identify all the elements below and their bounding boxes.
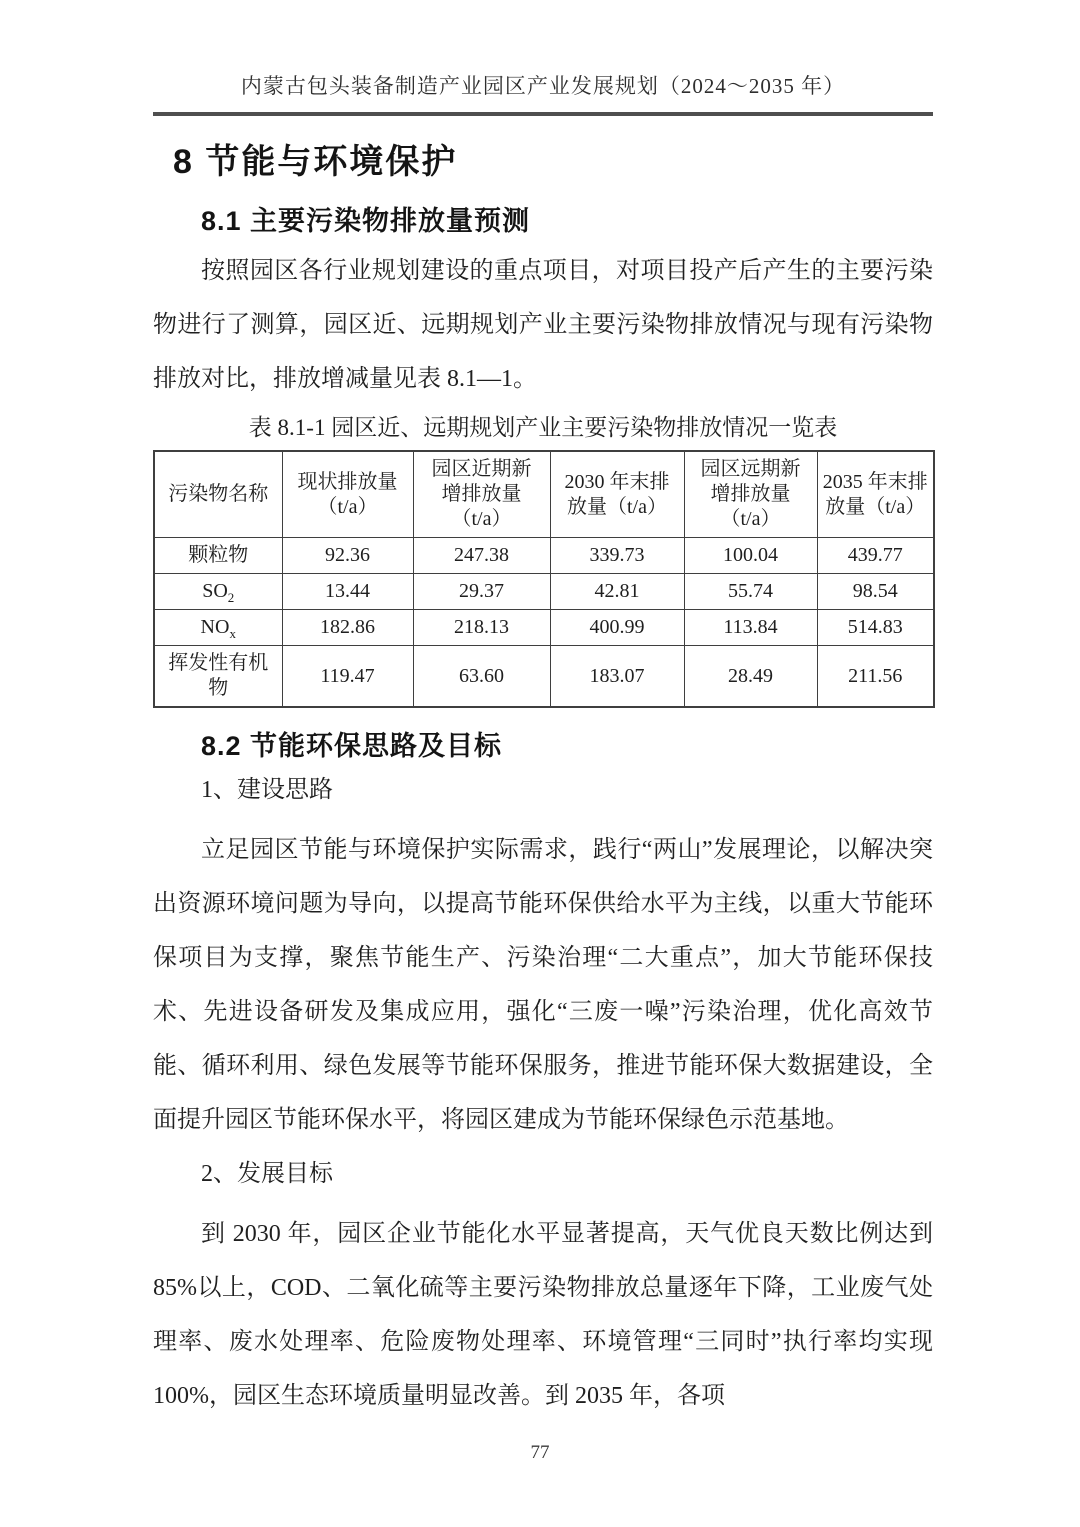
value-cell: 28.49 (684, 646, 817, 708)
paragraph-development-goal: 到 2030 年，园区企业节能化水平显著提高，天气优良天数比例达到 85%以上，COD、二氧化硫等主要污染物排放总量逐年下降，工业废气处理率、废水处理率、危险废物处理率、环境管理“三同时”执行率均实现 100%，园区生态环境质量明显改善。到 2035 年，各项 (153, 1221, 933, 1409)
pollutant-name-cell: $SO_2$ (154, 574, 282, 610)
value-cell: 42.81 (550, 574, 684, 610)
value-cell: 113.84 (684, 610, 817, 646)
page-number: 77 (530, 1442, 550, 1463)
list-item-construction-idea: 1、建设思路 (201, 777, 333, 803)
list-item-development-goal: 2、发展目标 (201, 1161, 333, 1187)
header-nearterm-new-emission: 园区近期新 增排放量 （t/a） (413, 451, 550, 538)
pollutant-name-cell: 颗粒物 (154, 538, 282, 574)
value-cell: 63.60 (413, 646, 550, 708)
table-row-so2 (154, 574, 934, 610)
value-cell: 183.07 (550, 646, 684, 708)
section-8-2-heading: 8.2 节能环保思路及目标 (201, 731, 503, 761)
header-2030-total-emission: 2030 年末排 放量（t/a） (550, 451, 684, 538)
value-cell: 400.99 (550, 610, 684, 646)
value-cell: 514.83 (817, 610, 934, 646)
pollutant-name-cell: 挥发性有机 物 (154, 646, 282, 708)
value-cell: 218.13 (413, 610, 550, 646)
table-caption: 表 8.1-1 园区近、远期规划产业主要污染物排放情况一览表 (248, 415, 838, 440)
value-cell: 55.74 (684, 574, 817, 610)
emissions-table (153, 450, 935, 708)
chapter-heading: 8 节能与环境保护 (173, 143, 458, 181)
header-2035-total-emission: 2035 年末排 放量（t/a） (817, 451, 934, 538)
value-cell: 339.73 (550, 538, 684, 574)
value-cell: 119.47 (282, 646, 413, 708)
page-content (153, 0, 933, 1423)
value-cell: 100.04 (684, 538, 817, 574)
value-cell: 98.54 (817, 574, 934, 610)
header-pollutant-name: 污染物名称 (154, 451, 282, 538)
table-header-row (154, 451, 934, 538)
paragraph-construction-idea: 立足园区节能与环境保护实际需求，践行“两山”发展理论，以解决突出资源环境问题为导向，以提高节能环保供给水平为主线，以重大节能环保项目为支撑，聚焦节能生产、污染治理“二大重点”，加大节能环保技术、先进设备研发及集成应用，强化“三废一噪”污染治理，优化高效节能、循环利用、绿色发展等节能环保服务，推进节能环保大数据建设，全面提升园区节能环保水平，将园区建成为节能环保绿色示范基地。 (153, 837, 933, 1133)
table-row-particulates (154, 538, 934, 574)
document-title: 内蒙古包头装备制造产业园区产业发展规划（2024～2035 年） (240, 74, 846, 98)
value-cell: 29.37 (413, 574, 550, 610)
paragraph-emission-forecast: 按照园区各行业规划建设的重点项目，对项目投产后产生的主要污染物进行了测算，园区近、远期规划产业主要污染物排放情况与现有污染物排放对比，排放增减量见表 8.1—1。 (153, 258, 933, 392)
pollutant-name-cell: $NO_x$ (154, 610, 282, 646)
page-footer (0, 1442, 1080, 1464)
header-current-emission: 现状排放量 （t/a） (282, 451, 413, 538)
value-cell: 13.44 (282, 574, 413, 610)
header-divider (153, 112, 933, 116)
value-cell: 182.86 (282, 610, 413, 646)
value-cell: 92.36 (282, 538, 413, 574)
table-row-nox (154, 610, 934, 646)
section-8-1-heading: 8.1 主要污染物排放量预测 (201, 206, 531, 236)
value-cell: 247.38 (413, 538, 550, 574)
value-cell: 211.56 (817, 646, 934, 708)
header-longterm-new-emission: 园区远期新 增排放量 （t/a） (684, 451, 817, 538)
table-row-voc (154, 646, 934, 708)
value-cell: 439.77 (817, 538, 934, 574)
